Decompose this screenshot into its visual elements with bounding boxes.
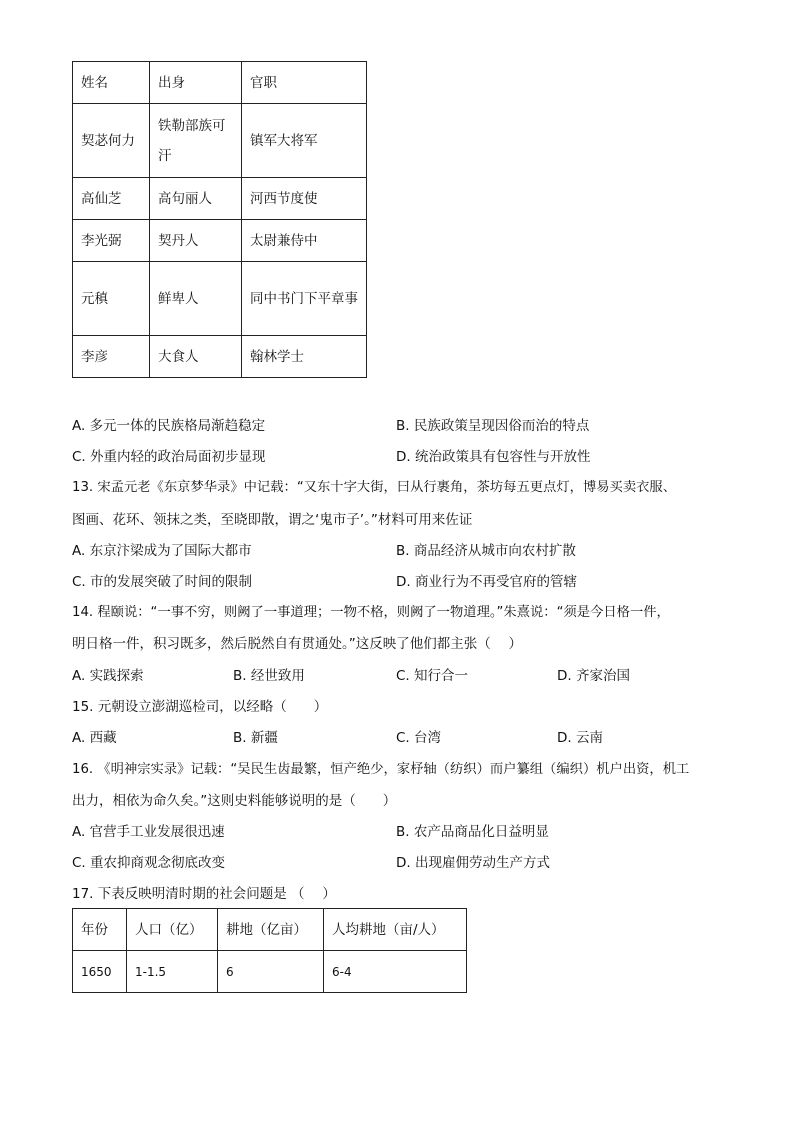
q15-stem: 15. 元朝设立澎湖巡检司，以经略（ ） <box>72 699 328 715</box>
population-table <box>72 908 467 993</box>
q16-stem-line2: 出力，相依为命久矣。”这则史料能够说明的是（ ） <box>72 793 397 809</box>
q14-option-b[interactable]: B. 经世致用 <box>233 668 305 684</box>
header-cell: 人均耕地（亩/人） <box>324 909 467 951</box>
q13-stem-line1: 13. 宋孟元老《东京梦华录》中记载：“又东十字大街，曰从行裹角，茶坊每五更点灯，博易买卖衣服、 <box>72 480 677 495</box>
q15-option-b[interactable]: B. 新疆 <box>233 730 278 746</box>
table-row <box>73 104 367 178</box>
q14-option-c[interactable]: C. 知行合一 <box>396 668 469 684</box>
table-cell: 镇军大将军 <box>242 104 367 178</box>
table-cell: 铁勒部族可汗 <box>150 104 242 178</box>
header-cell: 出身 <box>150 62 242 104</box>
q13-option-d[interactable]: D. 商业行为不再受官府的管辖 <box>396 574 577 590</box>
table-cell: 李彦 <box>73 336 150 378</box>
table-cell: 高仙芝 <box>73 178 150 220</box>
table-cell: 元稹 <box>73 262 150 336</box>
header-cell: 姓名 <box>73 62 150 104</box>
header-cell: 耕地（亿亩） <box>218 909 324 951</box>
q14-option-a[interactable]: A. 实践探索 <box>72 668 144 684</box>
table-row <box>73 951 467 993</box>
q13-option-a[interactable]: A. 东京汴梁成为了国际大都市 <box>72 543 252 559</box>
table-row <box>73 178 367 220</box>
table-row <box>73 220 367 262</box>
table-cell: 契苾何力 <box>73 104 150 178</box>
table-cell: 1-1.5 <box>127 951 218 993</box>
table-header-row <box>73 62 367 104</box>
table-cell: 同中书门下平章事 <box>242 262 367 336</box>
q17-stem: 17. 下表反映明清时期的社会问题是 （ ） <box>72 886 336 902</box>
table-cell: 太尉兼侍中 <box>242 220 367 262</box>
q12-option-c[interactable]: C. 外重内轻的政治局面初步显现 <box>72 449 266 465</box>
table-cell: 契丹人 <box>150 220 242 262</box>
q14-option-d[interactable]: D. 齐家治国 <box>557 668 630 684</box>
table-cell: 河西节度使 <box>242 178 367 220</box>
header-cell: 官职 <box>242 62 367 104</box>
table-row <box>73 336 367 378</box>
q16-option-c[interactable]: C. 重农抑商观念彻底改变 <box>72 855 226 871</box>
table-header-row <box>73 909 467 951</box>
q16-option-b[interactable]: B. 农产品商品化日益明显 <box>396 824 549 840</box>
q16-stem-line1: 16. 《明神宗实录》记载：“吴民生齿最繁，恒产绝少，家杼轴（纺织）而户纂组（编织）机户出资，机工 <box>72 762 690 777</box>
q16-option-d[interactable]: D. 出现雇佣劳动生产方式 <box>396 855 550 871</box>
q13-option-b[interactable]: B. 商品经济从城市向农村扩散 <box>396 543 576 559</box>
q16-option-a[interactable]: A. 官营手工业发展很迅速 <box>72 824 225 840</box>
table-cell: 鲜卑人 <box>150 262 242 336</box>
q15-option-d[interactable]: D. 云南 <box>557 730 603 746</box>
q13-stem-line2: 图画、花环、领抹之类，至晓即散，谓之‘鬼市子’。”材料可用来佐证 <box>72 512 473 528</box>
table-cell: 大食人 <box>150 336 242 378</box>
table-cell: 翰林学士 <box>242 336 367 378</box>
q15-option-c[interactable]: C. 台湾 <box>396 730 442 746</box>
q14-stem-line2: 明日格一件，积习既多，然后脱然自有贯通处。”这反映了他们都主张（ ） <box>72 636 523 652</box>
q13-option-c[interactable]: C. 市的发展突破了时间的限制 <box>72 574 253 590</box>
header-cell: 年份 <box>73 909 127 951</box>
officials-table <box>72 61 367 378</box>
table-cell: 1650 <box>73 951 127 993</box>
q15-option-a[interactable]: A. 西藏 <box>72 730 117 746</box>
q12-option-b[interactable]: B. 民族政策呈现因俗而治的特点 <box>396 418 590 434</box>
q12-option-d[interactable]: D. 统治政策具有包容性与开放性 <box>396 449 591 465</box>
table-cell: 6 <box>218 951 324 993</box>
q14-stem-line1: 14. 程颐说：“一事不穷，则阙了一事道理；一物不格，则阙了一物道理。”朱熹说：“须是今日格一件， <box>72 605 670 620</box>
table-row <box>73 262 367 336</box>
table-cell: 6-4 <box>324 951 467 993</box>
q12-option-a[interactable]: A. 多元一体的民族格局渐趋稳定 <box>72 418 266 434</box>
header-cell: 人口（亿） <box>127 909 218 951</box>
table-cell: 高句丽人 <box>150 178 242 220</box>
table-cell: 李光弼 <box>73 220 150 262</box>
